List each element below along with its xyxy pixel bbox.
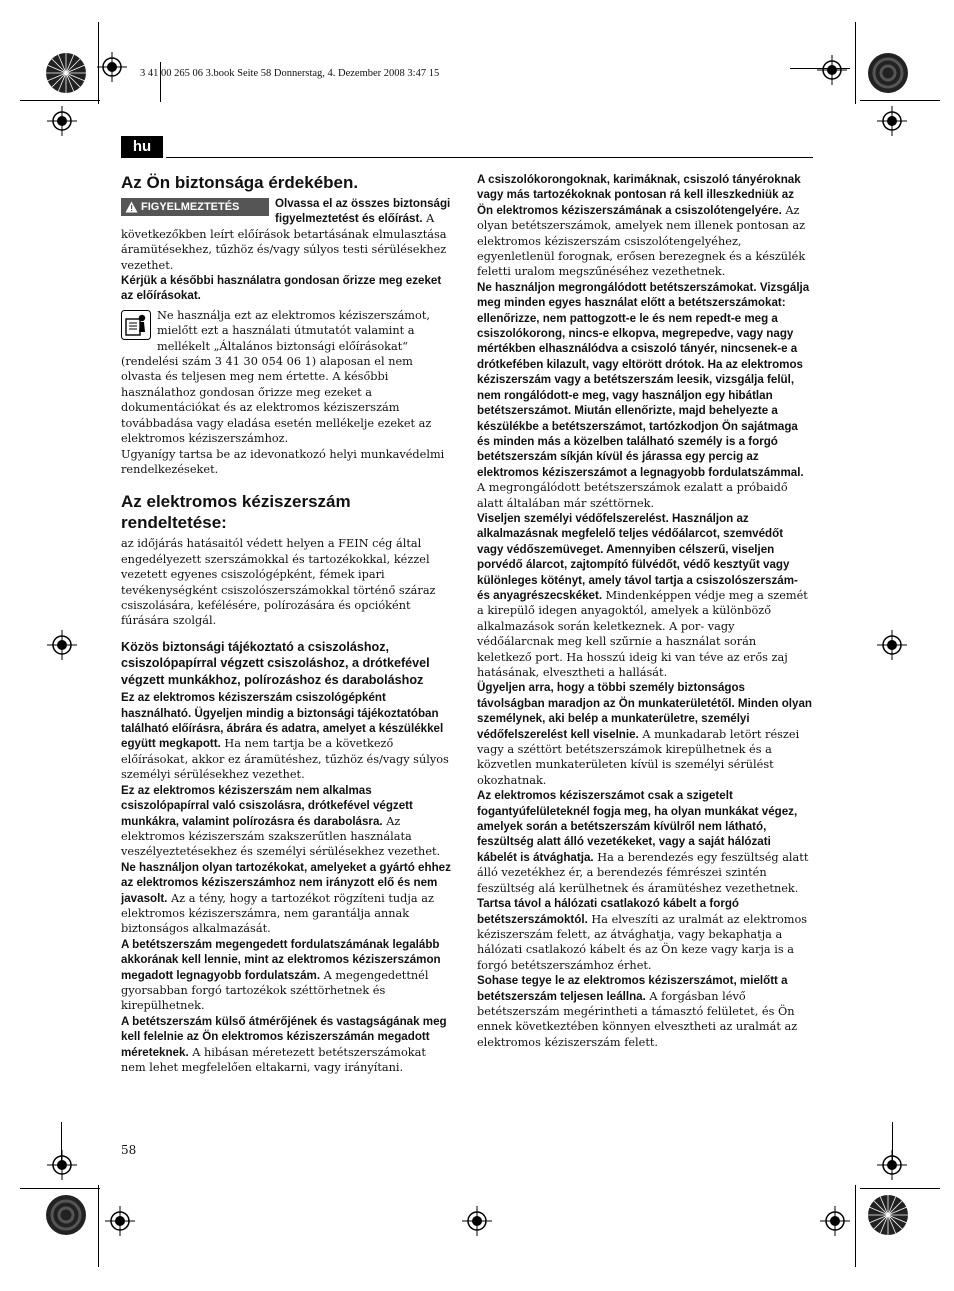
body-text: A megrongálódott betétszerszámok ezalatt a próbaidő alatt általában már széttörnek. (477, 481, 788, 510)
language-tab: hu (121, 136, 163, 158)
registration-mark-icon (97, 52, 127, 82)
registration-mark-icon (47, 1150, 77, 1180)
registration-mark-icon (877, 630, 907, 660)
intended-use-text: az időjárás hatásaitól védett helyen a FEIN cég által engedélyezett szerszámokkal és tartozékokkal, kézzel vezetett egyenes csiszológépként, fémek ipari tevékenységként csiszolószerszámokkal történő száraz csiszolására, kefélésére, polírozására és opcióként fúrására szolgál. (121, 537, 436, 628)
bold-text: Viseljen személyi védőfelszerelést. Használjon az alkalmazásnak megfelelő teljes védőálarcot, szemvédőt vagy védőszemüveget. Amennyiben célszerű, viseljen porvédő álarcot, zajtompító fülvédőt, védő kesztyűt vagy különleges kötényt, amely távol tartja a csiszolószerszám- és anyagrészecskéket. (477, 511, 798, 602)
body-text: Mindenképpen védje meg a szemét a kirepülő idegen anyagoktól, amelyek a különböző alkalmazások során keletkeznek. A por- vagy védőálarcnak meg kell szűrnie a használat során keletkező port. Ha hosszú ideig ki van téve az erős zaj hatásának, elvesztheti a hallását. (477, 588, 808, 679)
bold-text: Olvassa el az összes biztonsági figyelmeztetést és előírást. (275, 197, 451, 226)
body-text: A következőkben leírt előírások betartásának elmulasztása áramütésekhez, tűzhöz és/vagy súlyos testi sérülésekhez vezethet. (121, 212, 447, 272)
body-text: A munkadarab letört részei vagy a széttört betétszerszámok kirepülhetnek és a közvetlen munkaterületen kívül is személyi sérülést okozhatnak. (477, 727, 800, 787)
bold-text: Ne használjon olyan tartozékokat, amelyeket a gyártó ehhez az elektromos kéziszerszámhoz nem irányzott elő és nem javasolt. (121, 860, 451, 905)
safety-item (121, 690, 454, 782)
starburst-target-icon (866, 1193, 910, 1237)
body-text: Ha elveszíti az uralmát az elektromos kéziszerszám felett, az átvághatja, vagy bekaphatja a hálózati csatlakozó kábelt és az Ön keze vagy karja is a forgó betétszerszámhoz érhet. (477, 912, 808, 972)
warning-triangle-icon (125, 201, 138, 213)
section-heading-safety: Az Ön biztonsága érdekében. (121, 173, 359, 192)
header-rule (166, 157, 813, 158)
starburst-target-icon (866, 51, 910, 95)
safety-item (477, 680, 812, 788)
safety-item (477, 896, 812, 973)
starburst-target-icon (44, 51, 88, 95)
bold-text: Ez az elektromos kéziszerszám csiszológépként használható. Ügyeljen mindig a biztonsági tájékoztatóban található előírásra, ábrára és adatra, amelyet a készülékkel együtt megkapott. (121, 691, 444, 751)
subsection-heading: Közös biztonsági tájékoztató a csiszoláshoz, csiszolópapírral végzett csiszoláshoz, a drótkefével végzett munkákhoz, polírozáshoz és daraboláshoz (121, 639, 430, 687)
safety-item (477, 511, 812, 680)
body-text: A hibásan méretezett betétszerszámokat nem lehet megfelelően eltakarni, vagy irányítani. (121, 1045, 426, 1074)
bold-text: Sohase tegye le az elektromos kéziszerszámot, mielőtt a betétszerszám teljesen leállna. (477, 974, 788, 1003)
body-text: Az a tény, hogy a tartozékot rögzíteni tudja az elektromos kéziszerszámra, nem garantálja annak biztonságos alkalmazását. (121, 891, 434, 936)
starburst-target-icon (44, 1193, 88, 1237)
body-text: A megengedettnél gyorsabban forgó tartozékok széttörhetnek és kirepülhetnek. (121, 968, 429, 1013)
registration-mark-icon (105, 1206, 135, 1236)
warning-label-text: FIGYELMEZTETÉS (141, 201, 240, 213)
page-number: 58 (121, 1143, 137, 1157)
read-manual-icon (121, 310, 151, 340)
safety-item (121, 860, 454, 937)
section-heading-intended-use: Az elektromos kéziszerszám rendeltetése: (121, 492, 351, 533)
body-text: Ha a berendezés egy feszültség alatt álló vezetékhez ér, a berendezés fémrészei szintén feszültség alá kerülhetnek és áramütéshez vezethetnek. (477, 850, 809, 895)
body-text: Az elektromos kéziszerszám szakszerűtlen használata veszélyeztetésekhez és személyi sérülésekhez vezethet. (121, 814, 441, 859)
right-column (477, 172, 812, 1050)
bold-text: A betétszerszám megengedett fordulatszámának legalább akkorának kell lennie, mint az elektromos kéziszerszámon megadott legnagyobb fordulatszám. (121, 937, 441, 982)
local-rules: Ugyanígy tartsa be az idevonatkozó helyi munkavédelmi rendelkezéseket. (121, 447, 445, 476)
body-text: Az olyan betétszerszámok, amelyek nem illenek pontosan az elektromos kéziszerszám csiszolótengelyéhez, egyenletlenül forognak, erősen berezegnek és a készülék feletti uralom megszűnéséhez vezethetnek. (477, 203, 806, 279)
bold-text: Az elektromos kéziszerszámot csak a szigetelt fogantyúfelületeknél fogja meg, ha olyan munkákat végez, amelyek során a betétszerszám kívülről nem látható, feszültség alatt álló vezetékeket, vagy a saját hálózati kábelét is átvághatja. (477, 789, 798, 864)
manual-paragraph (121, 308, 454, 447)
registration-mark-icon (47, 630, 77, 660)
registration-mark-icon (877, 106, 907, 136)
safety-item (121, 783, 454, 860)
registration-mark-icon (877, 1150, 907, 1180)
registration-mark-icon (820, 1206, 850, 1236)
body-text: A forgásban lévő betétszerszám megérintheti a támasztó felületet, és Ön ennek következtében könnyen elvesztheti az uralmát az elektromos kéziszerszám felett. (477, 989, 798, 1049)
safety-item (477, 973, 812, 1050)
bold-text: A betétszerszám külső átmérőjének és vastagságának meg kell felelnie az Ön elektromos kéziszerszámán megadott méreteknek. (121, 1014, 447, 1059)
registration-mark-icon (47, 106, 77, 136)
warning-paragraph (121, 196, 454, 273)
body-text: Ne használja ezt az elektromos kéziszerszámot, mielőtt ezt a használati útmutatót valamint a mellékelt „Általános biztonsági előírásokat“ (rendelési szám 3 41 30 054 06 1) alaposan el nem olvasta és teljesen meg nem értette. A későbbi használathoz gondosan őrizze meg ezeket a dokumentációkat és az elektromos kéziszerszám továbbadása vagy eladása esetén mellékelje ezeket az elektromos kéziszerszámhoz. (121, 308, 432, 446)
registration-mark-icon (462, 1206, 492, 1236)
warning-label (121, 198, 269, 216)
keep-instructions (121, 273, 454, 304)
bold-text: Ez az elektromos kéziszerszám nem alkalmas csiszolópapírral való csiszolásra, drótkefével végzett munkákra, valamint polírozásra és darabolásra. (121, 783, 413, 828)
bold-text: A csiszolókorongoknak, karimáknak, csiszoló tányéroknak vagy más tartozékoknak pontosan rá kell illeszkedniük az Ön elektromos kéziszerszámának a csiszolótengelyére. (477, 173, 801, 217)
bold-text: Ne használjon megrongálódott betétszerszámokat. Vizsgálja meg minden egyes használat előtt a betétszerszámokat: ellenőrizze, nem pattogzott-e le és nem repedt-e meg a csiszolókorong, nincs-e elkopva, megrepedve, vagy nagy mértékben elhasználódva a csiszoló tányér, nincsenek-e a drótkefében kilazult, vagy eltörött drótok. Ha az elektromos kéziszerszám vagy a betétszerszám leesik, vizsgálja felül, nem rongálódott-e meg, vagy használjon egy hibátlan betétszerszámot. Miután ellenőrizte, majd behelyezte a készülékbe a betétszerszámot, tartózkodjon Ön sajátmaga és minden más a közelben található személy is a forgó betétszerszám síkján kívül és járassa egy percig az elektromos kéziszerszámot a legnagyobb fordulatszámmal. (477, 280, 810, 479)
bold-text: Tartsa távol a hálózati csatlakozó kábelt a forgó betétszerszámoktól. (477, 897, 740, 926)
bold-text: Kérjük a későbbi használatra gondosan őrizze meg ezeket az előírásokat. (121, 274, 442, 303)
safety-item (477, 280, 812, 511)
safety-item (121, 1014, 454, 1076)
bold-text: Ügyeljen arra, hogy a többi személy biztonságos távolságban maradjon az Ön munkaterületétől. Minden olyan személynek, aki belép a munkaterületre, személyi védőfelszerelést kell viselnie. (477, 681, 812, 741)
safety-item (121, 937, 454, 1014)
left-column (121, 172, 454, 1075)
safety-item (477, 172, 812, 280)
body-text: Ha nem tartja be a következő előírásokat, akkor ez áramütéshez, tűzhöz és/vagy súlyos személyi sérülésekhez vezethet. (121, 737, 449, 782)
safety-item (477, 788, 812, 896)
print-header-line: 3 41 00 265 06 3.book Seite 58 Donnerstag, 4. Dezember 2008 3:47 15 (140, 68, 440, 79)
registration-mark-icon (817, 55, 847, 85)
